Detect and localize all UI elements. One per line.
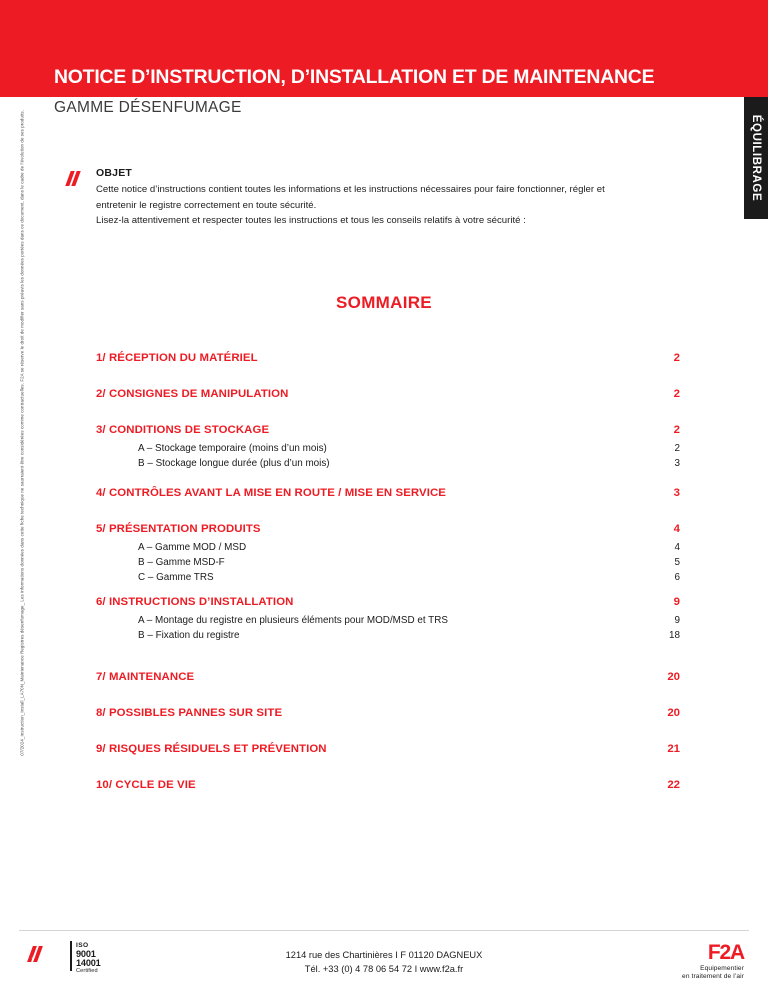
toc-entry-sub[interactable] (96, 542, 680, 553)
iso-number-14001: 14001 (76, 957, 101, 968)
toc-entry-label: A – Gamme MOD / MSD (138, 542, 247, 553)
toc-entry-label: A – Stockage temporaire (moins d’un mois) (138, 443, 327, 454)
legal-notice-text: 07/2024_Instruction_Install_LA70N_Maintenance Registres désenfumage_ Les informations données dans cette fiche technique ne saurraient être considérées comme contractuelles. F2A se réserve le droit de modifier sans préavis les données portées dans ce document, dans le cadre de l’évolution de ses produits. (19, 110, 25, 756)
footer-phone-web: Tél. +33 (0) 4 78 06 54 72 I www.f2a.fr (304, 964, 464, 975)
toc-entry-page: 22 (667, 779, 680, 791)
footer-divider (19, 930, 749, 931)
iso-certified-label: Certified (76, 968, 98, 974)
toc-entry-page: 2 (673, 352, 680, 364)
toc-entry-label: 1/ RÉCEPTION DU MATÉRIEL (96, 352, 258, 364)
toc-entry-page: 5 (674, 557, 680, 568)
toc-entry-page: 9 (673, 596, 680, 608)
company-logo (682, 942, 744, 981)
objet-line: Cette notice d’instructions contient toutes les informations et les instructions nécessaires pour faire fonctionner, régler et (96, 184, 605, 195)
objet-line: entretenir le registre correctement en toute sécurité. (96, 199, 317, 211)
toc-entry-main[interactable] (96, 596, 680, 608)
footer-contact (0, 948, 768, 977)
table-of-contents (96, 352, 680, 791)
toc-entry-label: 8/ POSSIBLES PANNES SUR SITE (96, 707, 283, 719)
iso-number-9001: 9001 (76, 948, 96, 959)
toc-entry-label: B – Gamme MSD-F (138, 557, 225, 568)
toc-entry-page: 20 (667, 707, 680, 719)
logo-tagline-2: en traitement de l’air (682, 973, 744, 981)
toc-entry-main[interactable] (96, 523, 680, 535)
toc-entry-page: 4 (674, 542, 680, 553)
toc-entry-page: 2 (673, 388, 680, 400)
toc-entry-label: 5/ PRÉSENTATION PRODUITS (96, 523, 261, 535)
toc-entry-label: 4/ CONTRÔLES AVANT LA MISE EN ROUTE / MISE EN SERVICE (96, 487, 447, 499)
toc-entry-main[interactable] (96, 487, 680, 499)
sommaire-heading: SOMMAIRE (336, 293, 432, 312)
footer-address: 1214 rue des Chartinières I F 01120 DAGNEUX (285, 950, 483, 960)
objet-body (96, 182, 706, 229)
toc-entry-label: C – Gamme TRS (138, 572, 214, 583)
toc-entry-page: 3 (673, 487, 680, 499)
toc-entry-main[interactable] (96, 779, 680, 791)
toc-entry-label: 10/ CYCLE DE VIE (96, 779, 196, 791)
logo-wordmark: F2A (707, 941, 744, 964)
toc-entry-main[interactable] (96, 352, 680, 364)
toc-entry-main[interactable] (96, 707, 680, 719)
toc-entry-label: A – Montage du registre en plusieurs éléments pour MOD/MSD et TRS (138, 615, 448, 626)
toc-entry-page: 3 (674, 458, 680, 469)
toc-entry-sub[interactable] (96, 458, 680, 469)
toc-entry-sub[interactable] (96, 572, 680, 583)
legal-notice-vertical (16, 110, 28, 930)
footer-slash-caption: F2A (30, 953, 38, 961)
toc-entry-page: 2 (673, 424, 680, 436)
toc-entry-label: B – Stockage longue durée (plus d’un mois) (138, 458, 330, 469)
toc-entry-sub[interactable] (96, 443, 680, 454)
toc-entry-sub[interactable] (96, 615, 680, 626)
logo-tagline-1: Equipementier (700, 965, 744, 972)
toc-entry-main[interactable] (96, 743, 680, 755)
toc-entry-page: 18 (669, 630, 680, 641)
toc-entry-label: 7/ MAINTENANCE (96, 671, 195, 683)
page-footer (0, 930, 768, 994)
toc-entry-page: 20 (667, 671, 680, 683)
toc-entry-sub[interactable] (96, 557, 680, 568)
toc-entry-label: 9/ RISQUES RÉSIDUELS ET PRÉVENTION (96, 743, 327, 755)
toc-entry-sub[interactable] (96, 630, 680, 641)
toc-entry-label: B – Fixation du registre (138, 630, 240, 641)
section-tab-equilibrage (744, 97, 768, 219)
objet-line: Lisez-la attentivement et respecter toutes les instructions et tous les conseils relatifs à votre sécurité : (96, 215, 526, 227)
toc-entry-page: 2 (674, 443, 680, 454)
toc-entry-main[interactable] (96, 671, 680, 683)
iso-label: ISO (76, 942, 89, 949)
toc-entry-label: 2/ CONSIGNES DE MANIPULATION (96, 388, 289, 400)
toc-entry-page: 4 (673, 523, 680, 535)
slash-marker-icon (68, 171, 86, 185)
toc-entry-label: 3/ CONDITIONS DE STOCKAGE (96, 424, 270, 436)
toc-entry-page: 9 (674, 615, 680, 626)
toc-entry-label: 6/ INSTRUCTIONS D’INSTALLATION (96, 596, 294, 608)
page-subtitle: GAMME DÉSENFUMAGE (54, 99, 242, 116)
toc-entry-page: 21 (667, 743, 680, 755)
toc-entry-page: 6 (674, 572, 680, 583)
section-tab-label: ÉQUILIBRAGE (750, 114, 762, 202)
toc-entry-main[interactable] (96, 424, 680, 436)
page-title: NOTICE D’INSTRUCTION, D’INSTALLATION ET DE MAINTENANCE (54, 66, 655, 88)
toc-entry-main[interactable] (96, 388, 680, 400)
objet-heading: OBJET (96, 167, 133, 179)
